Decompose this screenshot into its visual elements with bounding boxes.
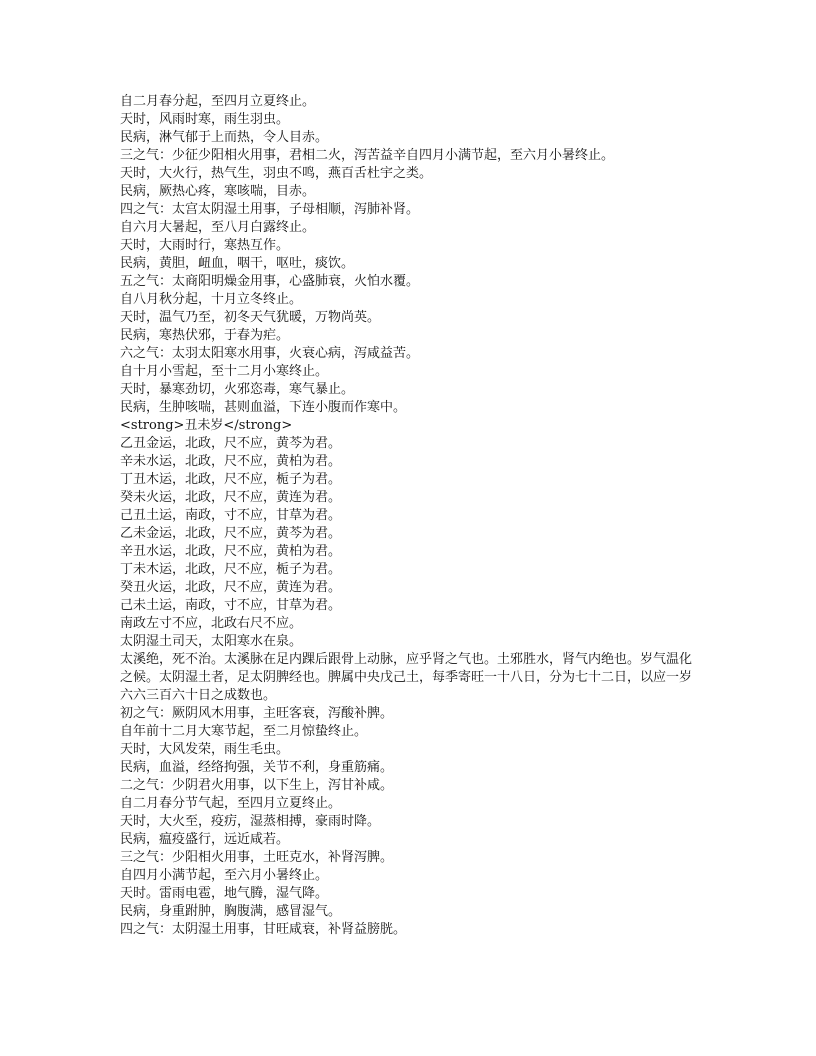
text-line: 己丑土运，南政，寸不应，甘草为君。 <box>120 508 342 523</box>
text-line: 二之气：少阴君火用事，以下生上，泻甘补咸。 <box>120 778 394 793</box>
text-line: 民病，身重跗肿，胸腹满，感冒湿气。 <box>120 904 342 919</box>
text-line: 民病，寒热伏邪，于春为疟。 <box>120 328 290 343</box>
text-line: 天时。雷雨电雹，地气腾，湿气降。 <box>120 886 329 901</box>
text-line: 辛丑水运，北政，尺不应，黄柏为君。 <box>120 544 342 559</box>
text-line: 丁未木运，北政，尺不应，栀子为君。 <box>120 562 342 577</box>
text-line: 自四月小满节起，至六月小暑终止。 <box>120 868 329 883</box>
text-line: 南政左寸不应，北政右尺不应。 <box>120 616 303 631</box>
text-line: 癸未火运，北政，尺不应，黄连为君。 <box>120 490 342 505</box>
text-line: 天时，大火行，热气生，羽虫不鸣，燕百舌杜宇之类。 <box>120 166 433 181</box>
text-line: 丁丑木运，北政，尺不应，栀子为君。 <box>120 472 342 487</box>
text-line: 自六月大暑起，至八月白露终止。 <box>120 220 316 235</box>
text-line: 自年前十二月大寒节起，至二月惊蛰终止。 <box>120 724 368 739</box>
text-line: 初之气：厥阴风木用事，主旺客衰，泻酸补脾。 <box>120 706 394 721</box>
text-line: 乙丑金运，北政，尺不应，黄芩为君。 <box>120 436 342 451</box>
text-line: 四之气：太阴湿土用事，甘旺咸衰，补肾益膀胱。 <box>120 922 407 937</box>
text-line: 民病，黄胆，衄血，咽干，呕吐，痰饮。 <box>120 256 355 271</box>
text-line: 三之气：少阳相火用事，土旺克水，补肾泻脾。 <box>120 850 394 865</box>
document-body <box>120 93 702 939</box>
text-line: 自二月春分节气起，至四月立夏终止。 <box>120 796 342 811</box>
text-line: 天时，暴寒劲切，火邪恣毒，寒气暴止。 <box>120 382 355 397</box>
text-line: 民病，淋气郁于上而热，令人目赤。 <box>120 130 329 145</box>
text-line: 太阴湿土司天，太阳寒水在泉。 <box>120 634 303 649</box>
text-line: 天时，大风发荣，雨生毛虫。 <box>120 742 290 757</box>
text-line: 五之气：太商阳明燥金用事，心盛肺衰，火怕水覆。 <box>120 274 420 289</box>
text-line: 民病，血溢，经络拘强，关节不利，身重筋痛。 <box>120 760 394 775</box>
section-heading-raw: <strong>丑未岁</strong> <box>120 418 293 433</box>
text-paragraph: 太溪绝，死不治。太溪脉在足内踝后跟骨上动脉，应乎肾之气也。土邪胜水，肾气内绝也。岁气温化之候。太阴湿土者，足太阴脾经也。脾属中央戊己土，每季寄旺一十八日，分为七十二日，以应一岁六六三百六十日之成数也。 <box>120 652 693 703</box>
text-line: 天时，温气乃至，初冬天气犹暖，万物尚英。 <box>120 310 381 325</box>
text-line: 三之气：少征少阳相火用事，君相二火，泻苦益辛自四月小满节起，至六月小暑终止。 <box>120 148 615 163</box>
text-line: 天时，大火至，疫疠，湿蒸相搏，豪雨时降。 <box>120 814 381 829</box>
text-line: 自八月秋分起，十月立冬终止。 <box>120 292 303 307</box>
text-line: 四之气：太宫太阴湿土用事，子母相顺，泻肺补肾。 <box>120 202 420 217</box>
text-line: 天时，风雨时寒，雨生羽虫。 <box>120 112 290 127</box>
text-line: 六之气：太羽太阳寒水用事，火衰心病，泻咸益苦。 <box>120 346 420 361</box>
text-line: 己未土运，南政，寸不应，甘草为君。 <box>120 598 342 613</box>
text-line: 民病，生肿咳喘，甚则血溢，下连小腹而作寒中。 <box>120 400 407 415</box>
text-line: 癸丑火运，北政，尺不应，黄连为君。 <box>120 580 342 595</box>
text-line: 民病，厥热心疼，寒咳喘，目赤。 <box>120 184 316 199</box>
text-line: 乙未金运，北政，尺不应，黄芩为君。 <box>120 526 342 541</box>
text-line: 辛未水运，北政，尺不应，黄柏为君。 <box>120 454 342 469</box>
text-line: 自二月春分起，至四月立夏终止。 <box>120 94 316 109</box>
text-line: 天时，大雨时行，寒热互作。 <box>120 238 290 253</box>
text-line: 民病，瘟疫盛行，远近咸若。 <box>120 832 290 847</box>
text-line: 自十月小雪起，至十二月小寒终止。 <box>120 364 329 379</box>
